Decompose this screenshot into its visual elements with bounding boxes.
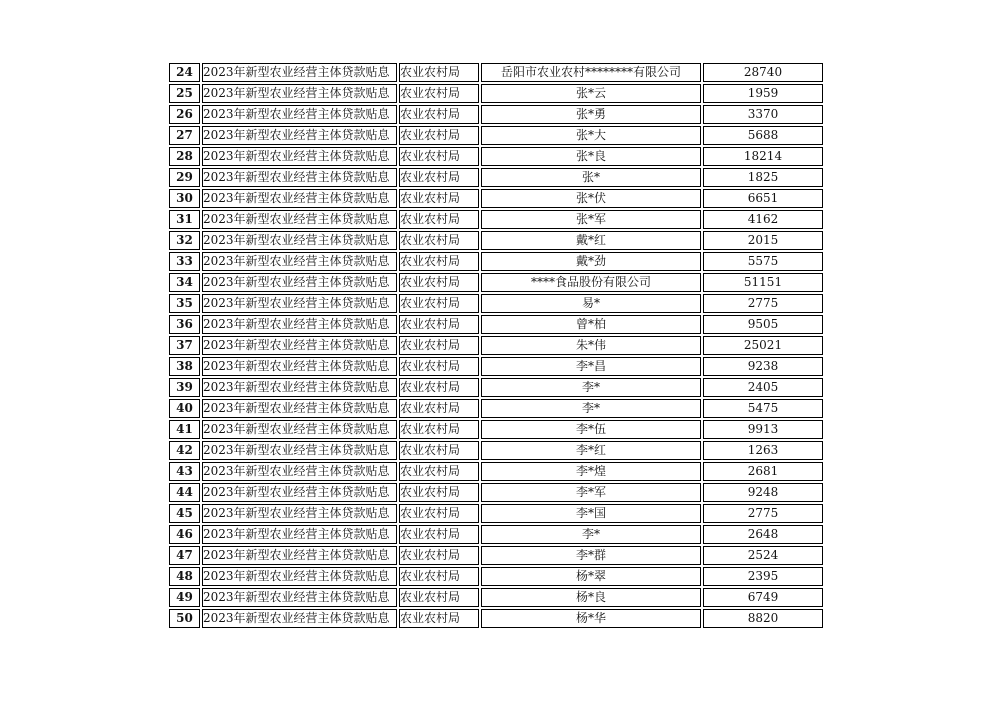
row-number-cell: 33 bbox=[169, 252, 200, 271]
table-row bbox=[169, 168, 823, 187]
row-number-cell: 25 bbox=[169, 84, 200, 103]
project-name-cell: 2023年新型农业经营主体贷款贴息 bbox=[202, 168, 397, 187]
recipient-name-cell: 张*良 bbox=[481, 147, 701, 166]
recipient-name-cell: 李*煌 bbox=[481, 462, 701, 481]
row-number-cell: 37 bbox=[169, 336, 200, 355]
recipient-name-cell: 杨*良 bbox=[481, 588, 701, 607]
department-cell: 农业农村局 bbox=[399, 336, 479, 355]
project-name-cell: 2023年新型农业经营主体贷款贴息 bbox=[202, 315, 397, 334]
department-cell: 农业农村局 bbox=[399, 210, 479, 229]
department-cell: 农业农村局 bbox=[399, 105, 479, 124]
recipient-name-cell: 李*伍 bbox=[481, 420, 701, 439]
recipient-name-cell: ****食品股份有限公司 bbox=[481, 273, 701, 292]
amount-cell: 9248 bbox=[703, 483, 823, 502]
recipient-name-cell: 戴*红 bbox=[481, 231, 701, 250]
project-name-cell: 2023年新型农业经营主体贷款贴息 bbox=[202, 462, 397, 481]
department-cell: 农业农村局 bbox=[399, 147, 479, 166]
row-number-cell: 46 bbox=[169, 525, 200, 544]
table-row bbox=[169, 483, 823, 502]
table-row bbox=[169, 357, 823, 376]
department-cell: 农业农村局 bbox=[399, 84, 479, 103]
table-row bbox=[169, 525, 823, 544]
table-row bbox=[169, 462, 823, 481]
project-name-cell: 2023年新型农业经营主体贷款贴息 bbox=[202, 546, 397, 565]
table-row bbox=[169, 441, 823, 460]
department-cell: 农业农村局 bbox=[399, 420, 479, 439]
table-row bbox=[169, 189, 823, 208]
amount-cell: 1825 bbox=[703, 168, 823, 187]
amount-cell: 2681 bbox=[703, 462, 823, 481]
recipient-name-cell: 李*国 bbox=[481, 504, 701, 523]
department-cell: 农业农村局 bbox=[399, 483, 479, 502]
recipient-name-cell: 张*伏 bbox=[481, 189, 701, 208]
amount-cell: 6651 bbox=[703, 189, 823, 208]
amount-cell: 9913 bbox=[703, 420, 823, 439]
row-number-cell: 34 bbox=[169, 273, 200, 292]
department-cell: 农业农村局 bbox=[399, 315, 479, 334]
row-number-cell: 40 bbox=[169, 399, 200, 418]
amount-cell: 9505 bbox=[703, 315, 823, 334]
table-row bbox=[169, 588, 823, 607]
recipient-name-cell: 李*军 bbox=[481, 483, 701, 502]
amount-cell: 1959 bbox=[703, 84, 823, 103]
recipient-name-cell: 李* bbox=[481, 378, 701, 397]
table-row bbox=[169, 147, 823, 166]
recipient-name-cell: 张*大 bbox=[481, 126, 701, 145]
department-cell: 农业农村局 bbox=[399, 189, 479, 208]
table-row bbox=[169, 84, 823, 103]
project-name-cell: 2023年新型农业经营主体贷款贴息 bbox=[202, 441, 397, 460]
row-number-cell: 29 bbox=[169, 168, 200, 187]
row-number-cell: 39 bbox=[169, 378, 200, 397]
amount-cell: 2395 bbox=[703, 567, 823, 586]
department-cell: 农业农村局 bbox=[399, 567, 479, 586]
recipient-name-cell: 张* bbox=[481, 168, 701, 187]
subsidy-table-body bbox=[169, 63, 823, 628]
table-row bbox=[169, 231, 823, 250]
project-name-cell: 2023年新型农业经营主体贷款贴息 bbox=[202, 231, 397, 250]
recipient-name-cell: 朱*伟 bbox=[481, 336, 701, 355]
project-name-cell: 2023年新型农业经营主体贷款贴息 bbox=[202, 567, 397, 586]
department-cell: 农业农村局 bbox=[399, 357, 479, 376]
project-name-cell: 2023年新型农业经营主体贷款贴息 bbox=[202, 105, 397, 124]
table-row bbox=[169, 504, 823, 523]
recipient-name-cell: 李*红 bbox=[481, 441, 701, 460]
department-cell: 农业农村局 bbox=[399, 504, 479, 523]
department-cell: 农业农村局 bbox=[399, 273, 479, 292]
project-name-cell: 2023年新型农业经营主体贷款贴息 bbox=[202, 273, 397, 292]
table-row bbox=[169, 420, 823, 439]
project-name-cell: 2023年新型农业经营主体贷款贴息 bbox=[202, 588, 397, 607]
amount-cell: 5475 bbox=[703, 399, 823, 418]
department-cell: 农业农村局 bbox=[399, 525, 479, 544]
project-name-cell: 2023年新型农业经营主体贷款贴息 bbox=[202, 483, 397, 502]
recipient-name-cell: 李* bbox=[481, 525, 701, 544]
table-row bbox=[169, 315, 823, 334]
table-row bbox=[169, 105, 823, 124]
subsidy-table bbox=[167, 61, 825, 630]
department-cell: 农业农村局 bbox=[399, 378, 479, 397]
row-number-cell: 44 bbox=[169, 483, 200, 502]
department-cell: 农业农村局 bbox=[399, 294, 479, 313]
row-number-cell: 35 bbox=[169, 294, 200, 313]
table-row bbox=[169, 252, 823, 271]
amount-cell: 5688 bbox=[703, 126, 823, 145]
project-name-cell: 2023年新型农业经营主体贷款贴息 bbox=[202, 378, 397, 397]
table-row bbox=[169, 399, 823, 418]
amount-cell: 8820 bbox=[703, 609, 823, 628]
row-number-cell: 49 bbox=[169, 588, 200, 607]
row-number-cell: 32 bbox=[169, 231, 200, 250]
amount-cell: 9238 bbox=[703, 357, 823, 376]
department-cell: 农业农村局 bbox=[399, 588, 479, 607]
department-cell: 农业农村局 bbox=[399, 462, 479, 481]
row-number-cell: 43 bbox=[169, 462, 200, 481]
recipient-name-cell: 张*云 bbox=[481, 84, 701, 103]
project-name-cell: 2023年新型农业经营主体贷款贴息 bbox=[202, 525, 397, 544]
row-number-cell: 27 bbox=[169, 126, 200, 145]
table-row bbox=[169, 609, 823, 628]
table-row bbox=[169, 126, 823, 145]
recipient-name-cell: 易* bbox=[481, 294, 701, 313]
project-name-cell: 2023年新型农业经营主体贷款贴息 bbox=[202, 147, 397, 166]
table-row bbox=[169, 546, 823, 565]
table-row bbox=[169, 336, 823, 355]
row-number-cell: 26 bbox=[169, 105, 200, 124]
row-number-cell: 38 bbox=[169, 357, 200, 376]
amount-cell: 2648 bbox=[703, 525, 823, 544]
recipient-name-cell: 岳阳市农业农村********有限公司 bbox=[481, 63, 701, 82]
row-number-cell: 36 bbox=[169, 315, 200, 334]
department-cell: 农业农村局 bbox=[399, 441, 479, 460]
project-name-cell: 2023年新型农业经营主体贷款贴息 bbox=[202, 189, 397, 208]
row-number-cell: 28 bbox=[169, 147, 200, 166]
amount-cell: 2775 bbox=[703, 294, 823, 313]
amount-cell: 2524 bbox=[703, 546, 823, 565]
project-name-cell: 2023年新型农业经营主体贷款贴息 bbox=[202, 210, 397, 229]
amount-cell: 2405 bbox=[703, 378, 823, 397]
amount-cell: 3370 bbox=[703, 105, 823, 124]
amount-cell: 4162 bbox=[703, 210, 823, 229]
department-cell: 农业农村局 bbox=[399, 399, 479, 418]
amount-cell: 5575 bbox=[703, 252, 823, 271]
recipient-name-cell: 李*昌 bbox=[481, 357, 701, 376]
project-name-cell: 2023年新型农业经营主体贷款贴息 bbox=[202, 336, 397, 355]
department-cell: 农业农村局 bbox=[399, 63, 479, 82]
department-cell: 农业农村局 bbox=[399, 609, 479, 628]
department-cell: 农业农村局 bbox=[399, 168, 479, 187]
project-name-cell: 2023年新型农业经营主体贷款贴息 bbox=[202, 63, 397, 82]
amount-cell: 1263 bbox=[703, 441, 823, 460]
table-row bbox=[169, 294, 823, 313]
amount-cell: 2015 bbox=[703, 231, 823, 250]
row-number-cell: 48 bbox=[169, 567, 200, 586]
recipient-name-cell: 杨*华 bbox=[481, 609, 701, 628]
recipient-name-cell: 戴*劲 bbox=[481, 252, 701, 271]
recipient-name-cell: 张*军 bbox=[481, 210, 701, 229]
amount-cell: 28740 bbox=[703, 63, 823, 82]
row-number-cell: 41 bbox=[169, 420, 200, 439]
project-name-cell: 2023年新型农业经营主体贷款贴息 bbox=[202, 294, 397, 313]
recipient-name-cell: 李*群 bbox=[481, 546, 701, 565]
project-name-cell: 2023年新型农业经营主体贷款贴息 bbox=[202, 504, 397, 523]
department-cell: 农业农村局 bbox=[399, 231, 479, 250]
amount-cell: 6749 bbox=[703, 588, 823, 607]
project-name-cell: 2023年新型农业经营主体贷款贴息 bbox=[202, 399, 397, 418]
recipient-name-cell: 曾*柏 bbox=[481, 315, 701, 334]
department-cell: 农业农村局 bbox=[399, 126, 479, 145]
row-number-cell: 24 bbox=[169, 63, 200, 82]
table-row bbox=[169, 567, 823, 586]
table-row bbox=[169, 210, 823, 229]
row-number-cell: 42 bbox=[169, 441, 200, 460]
amount-cell: 25021 bbox=[703, 336, 823, 355]
row-number-cell: 31 bbox=[169, 210, 200, 229]
row-number-cell: 47 bbox=[169, 546, 200, 565]
row-number-cell: 30 bbox=[169, 189, 200, 208]
amount-cell: 18214 bbox=[703, 147, 823, 166]
recipient-name-cell: 杨*翠 bbox=[481, 567, 701, 586]
recipient-name-cell: 李* bbox=[481, 399, 701, 418]
row-number-cell: 45 bbox=[169, 504, 200, 523]
table-row bbox=[169, 273, 823, 292]
amount-cell: 51151 bbox=[703, 273, 823, 292]
department-cell: 农业农村局 bbox=[399, 546, 479, 565]
department-cell: 农业农村局 bbox=[399, 252, 479, 271]
project-name-cell: 2023年新型农业经营主体贷款贴息 bbox=[202, 609, 397, 628]
table-row bbox=[169, 63, 823, 82]
project-name-cell: 2023年新型农业经营主体贷款贴息 bbox=[202, 357, 397, 376]
row-number-cell: 50 bbox=[169, 609, 200, 628]
project-name-cell: 2023年新型农业经营主体贷款贴息 bbox=[202, 126, 397, 145]
amount-cell: 2775 bbox=[703, 504, 823, 523]
project-name-cell: 2023年新型农业经营主体贷款贴息 bbox=[202, 84, 397, 103]
recipient-name-cell: 张*勇 bbox=[481, 105, 701, 124]
project-name-cell: 2023年新型农业经营主体贷款贴息 bbox=[202, 420, 397, 439]
project-name-cell: 2023年新型农业经营主体贷款贴息 bbox=[202, 252, 397, 271]
table-row bbox=[169, 378, 823, 397]
